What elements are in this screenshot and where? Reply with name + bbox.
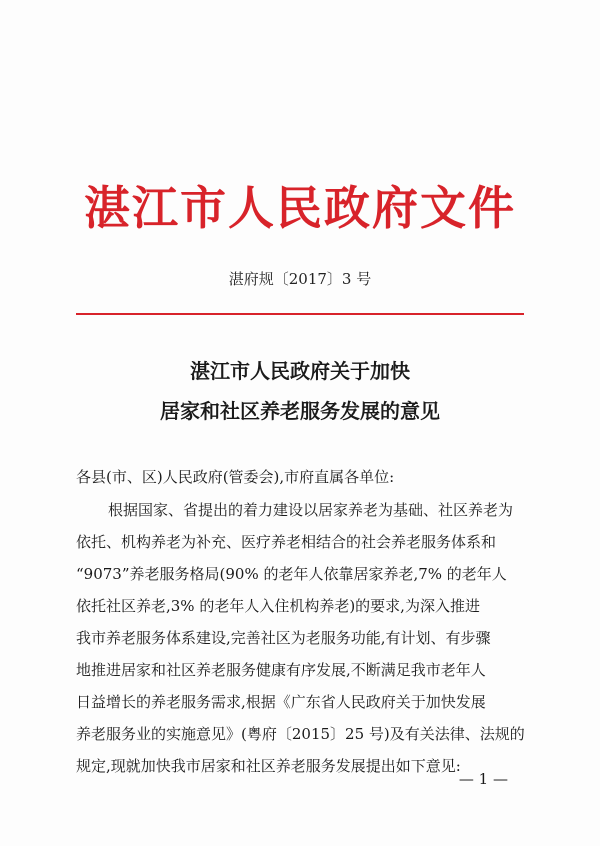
body-line: 日益增长的养老服务需求,根据《广东省人民政府关于加快发展 — [76, 693, 486, 711]
body-line: 规定,现就加快我市居家和社区养老服务发展提出如下意见: — [76, 757, 461, 775]
body-line: 根据国家、省提出的着力建设以居家养老为基础、社区养老为 — [108, 501, 514, 519]
body-line: 依托社区养老,3% 的老年人入住机构养老)的要求,为深入推进 — [76, 597, 480, 615]
red-divider-line — [76, 313, 524, 315]
document-number: 湛府规〔2017〕3 号 — [228, 270, 372, 288]
body-line: 我市养老服务体系建设,完善社区为老服务功能,有计划、有步骤 — [76, 629, 491, 647]
document-banner: 湛江市人民政府文件 — [84, 181, 516, 235]
body-line: 地推进居家和社区养老服务健康有序发展,不断满足我市老年人 — [76, 661, 486, 679]
document-title-line-2: 居家和社区养老服务发展的意见 — [160, 399, 440, 423]
body-line: 依托、机构养老为补充、医疗养老相结合的社会养老服务体系和 — [76, 533, 497, 551]
document-title-line-1: 湛江市人民政府关于加快 — [190, 359, 410, 383]
body-line: 养老服务业的实施意见》(粤府〔2015〕25 号)及有关法律、法规的 — [76, 725, 525, 743]
salutation: 各县(市、区)人民政府(管委会),市府直属各单位: — [76, 468, 395, 486]
page-number: — 1 — — [458, 770, 508, 788]
body-line: “9073”养老服务格局(90% 的老年人依靠居家养老,7% 的老年人 — [76, 565, 507, 583]
